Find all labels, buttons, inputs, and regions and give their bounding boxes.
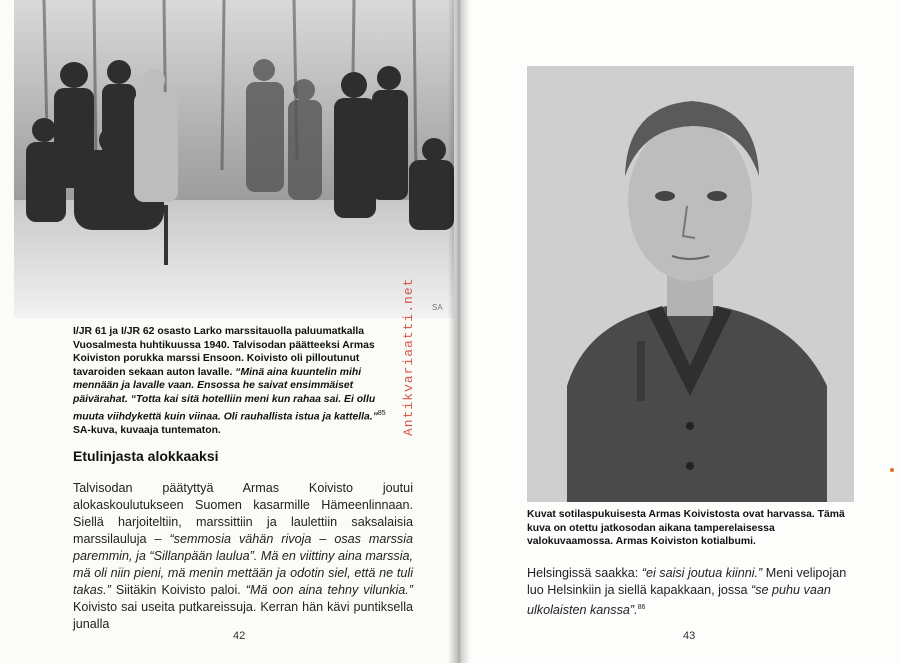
page-mark-dot [890, 468, 894, 472]
left-photo-caption [73, 325, 403, 437]
body-text-segment: Koivisto sai useita putkareissuja. Kerran hän kävi puntiksella junalla [73, 600, 413, 631]
portrait-illustration [527, 66, 854, 502]
body-text-segment: “ei saisi joutua kiinni.” [641, 566, 763, 580]
body-text-segment: Siitäkin Koivisto paloi. [110, 583, 246, 597]
body-text-segment: “semmosia vähän rivoja – osas marssia paremmin, ja “Sillanpään laulua”. Mä en viittiny aina marssia, mä oli niin pieni, mä menin mettään ja odotin siel, että ne tuli takas.” [73, 532, 414, 597]
caption-segment: “Minä aina kuuntelin mihi mennään ja lavalle vaan. Ensossa he saivat ensimmäiset päivärahat. “Totta kai sitä hotelliin meni kun rahaa sai. Ei ollu muuta viihdykettä kuin viinaa. Oli rauhallista istua ja kattella.” [73, 366, 378, 423]
photo-stamp: SA [432, 303, 443, 312]
left-body-text [73, 480, 413, 633]
caption-segment: I/JR 61 ja I/JR 62 osasto Larko marssitauolla paluumatkalla Vuosalmesta huhtikuussa 1940. Talvisodan päätteeksi Armas Koiviston porukka marssi Ensoon. Koivisto oli pilloutunut tavaroiden sekaan auton lavalle. [73, 326, 375, 378]
body-text-segment: “Mä oon aina tehny vilunkia.” [245, 583, 413, 597]
caption-segment: 85 [377, 409, 386, 417]
soldiers-photo-illustration [14, 0, 454, 318]
section-heading: Etulinjasta alokkaaksi [73, 448, 219, 464]
body-text-segment: Helsingissä saakka: [527, 566, 642, 580]
portrait-photo [527, 66, 854, 502]
body-text-segment: 86 [637, 604, 646, 611]
watermark [395, 250, 425, 440]
caption-segment: SA-kuva, kuvaaja tuntematon. [73, 424, 221, 436]
body-text-segment: Talvisodan päätyttyä Armas Koivisto joutui alokaskoulutukseen Suomen kasarmille Hämeenlinnaan. Siellä harjoiteltiin, marssittiin ja laulettiin saksalaisia marssilauluja – [73, 481, 413, 546]
page-number-left: 42 [233, 630, 246, 642]
right-photo-caption: Kuvat sotilaspukuisesta Armas Koivistosta ovat harvassa. Tämä kuva on otettu jatkosodan aikana tamperelaisessa valokuvaamossa. Armas Koiviston kotialbumi. [527, 509, 845, 548]
body-text-segment: “se puhu vaan ulkolaisten kanssa”. [527, 583, 831, 618]
page-number-right: 43 [683, 630, 696, 642]
watermark-text: Antikvariaatti.net [401, 277, 416, 436]
book-gutter [448, 0, 470, 663]
soldiers-winter-photo [14, 0, 454, 318]
body-text-segment: Meni velipojan luo Helsinkiin ja siellä kapakkaan, jossa [527, 566, 847, 597]
right-body-text [527, 565, 857, 619]
